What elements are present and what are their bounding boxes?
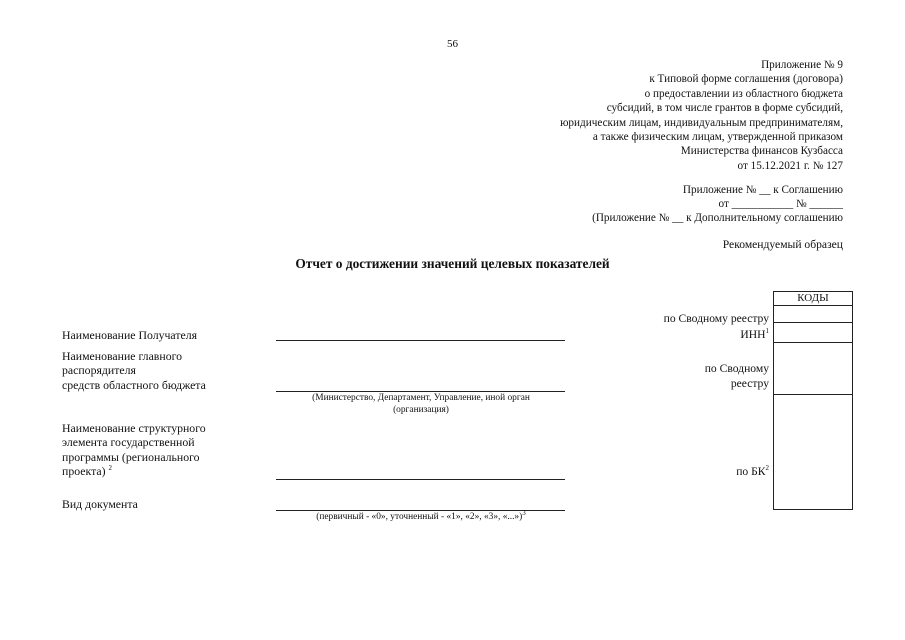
- structural-element-line[interactable]: [276, 479, 565, 480]
- chief-manager-line-field[interactable]: [276, 391, 565, 392]
- agreement-line: Приложение № __ к Соглашению: [682, 184, 843, 196]
- agreement-line: (Приложение № __ к Дополнительному соглашению: [592, 212, 843, 225]
- inn-label: ИНН$^1$: [740, 327, 769, 341]
- svodny-reestr-label: по Сводному реестру: [663, 312, 769, 325]
- appendix-line: к Типовой форме соглашения (договора): [649, 73, 843, 86]
- structural-line: программы (регионального: [62, 449, 200, 464]
- agreement-reference: [592, 183, 843, 226]
- code-cell-svodny-reestr-2[interactable]: [774, 343, 852, 395]
- structural-line: элемента государственной: [62, 435, 195, 450]
- chief-manager-line: средств областного бюджета: [62, 377, 206, 392]
- code-cell-bk[interactable]: [774, 395, 852, 510]
- footnote-marker: 2: [765, 464, 769, 473]
- footnote-marker: 2: [108, 464, 112, 473]
- agreement-line: от ___________ № ______: [718, 198, 843, 211]
- appendix-line: от 15.12.2021 г. № 127: [737, 159, 843, 172]
- recipient-line[interactable]: [276, 340, 565, 341]
- code-cell-inn[interactable]: [774, 323, 852, 343]
- appendix-line: о предоставлении из областного бюджета: [644, 87, 843, 100]
- footnote-marker: 1: [765, 327, 769, 336]
- reestr-line: по Сводному: [704, 362, 769, 375]
- chief-manager-label: [62, 349, 206, 392]
- recipient-label: Наименование Получателя: [62, 328, 198, 342]
- appendix-line: субсидий, в том числе грантов в форме субсидий,: [606, 102, 843, 115]
- code-cell-svodny-reestr[interactable]: [774, 306, 852, 323]
- appendix-line: а также физическим лицам, утвержденной приказом: [592, 131, 843, 144]
- structural-line: Наименование структурного: [62, 421, 206, 435]
- note-line: (организация): [393, 404, 449, 415]
- document-title: Отчет о достижении значений целевых показателей: [295, 256, 610, 271]
- structural-line-with-footnote: проекта) $^2$: [62, 464, 112, 479]
- page-number: 56: [447, 38, 458, 50]
- chief-manager-note: [286, 393, 556, 416]
- appendix-line: юридическим лицам, индивидуальным предпринимателям,: [560, 116, 843, 129]
- structural-element-label: [62, 421, 206, 479]
- document-type-label: Вид документа: [62, 497, 138, 511]
- bk-label: по $БК^2$: [736, 464, 769, 478]
- reestr-line: реестру: [730, 376, 769, 390]
- document-type-note: (первичный - «0», уточненный - «1», «2», «3», «...»)$^3$: [316, 508, 526, 522]
- codes-table: [773, 291, 853, 510]
- chief-manager-line: Наименование главного: [62, 349, 183, 363]
- svodny-reestr-2-label: [705, 362, 769, 391]
- note-line: (Министерство, Департамент, Управление, иной орган: [312, 393, 530, 403]
- recommended-sample: Рекомендуемый образец: [722, 238, 843, 251]
- chief-manager-line: распорядителя: [62, 363, 136, 378]
- codes-header: КОДЫ: [774, 292, 852, 306]
- appendix-header: [560, 58, 843, 173]
- appendix-line: Приложение № 9: [761, 59, 843, 71]
- appendix-line: Министерства финансов Кузбасса: [680, 145, 843, 158]
- footnote-marker: 3: [522, 508, 526, 517]
